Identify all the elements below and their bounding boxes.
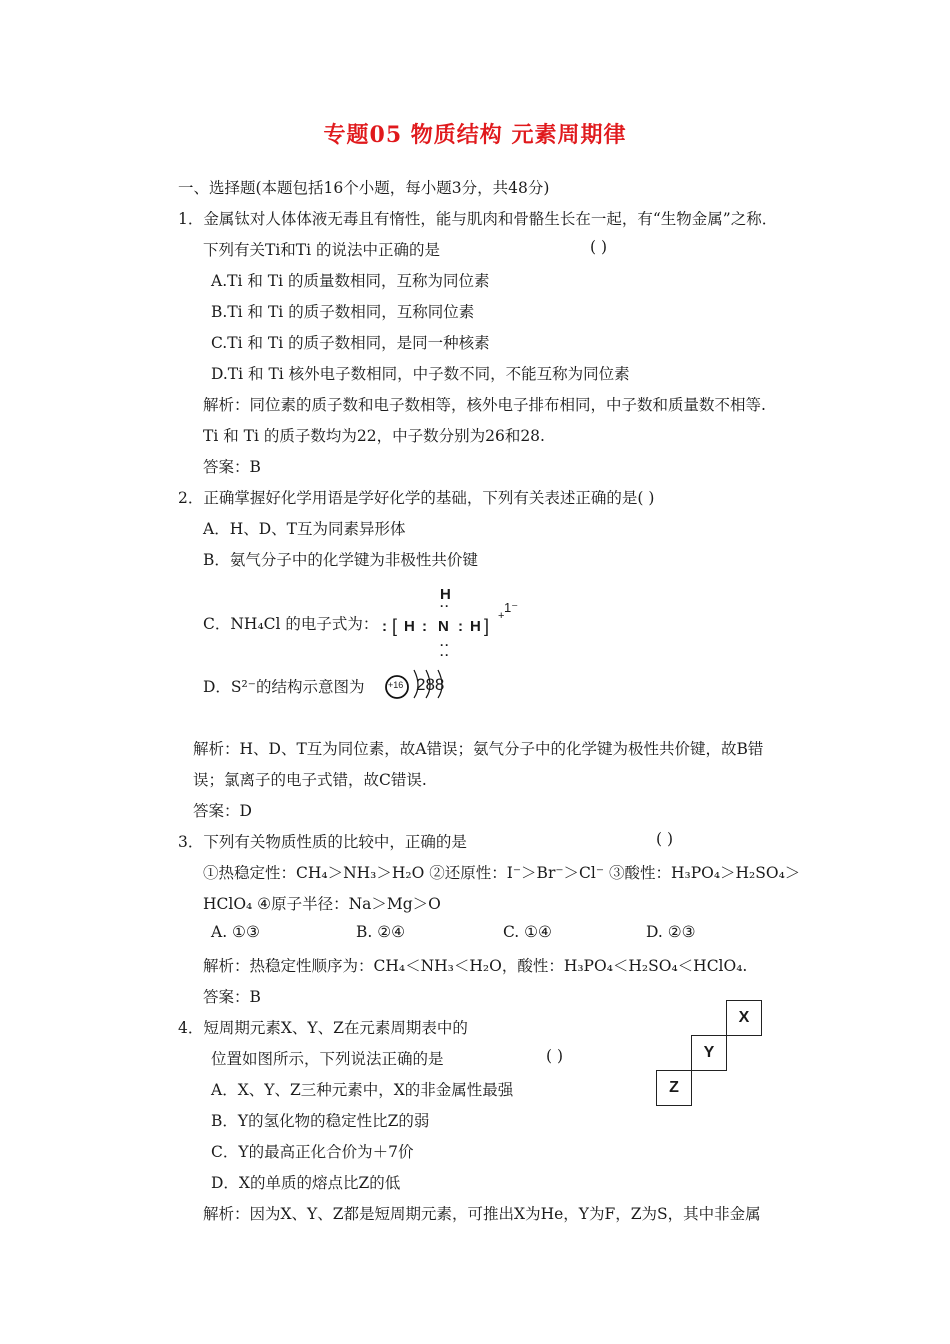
lewis-cl-dots: : [382, 618, 387, 635]
nucleus-charge: +16 [388, 680, 404, 690]
q2-analysis-line2: 误；氯离子的电子式错，故C错误. [193, 771, 427, 789]
q2-stem: 2．正确掌握好化学用语是学好化学的基础，下列有关表述正确的是( ) [178, 489, 655, 507]
q1-option-b: B.Ti 和 Ti 的质子数相同，互称同位素 [211, 303, 475, 321]
q3-answer: 答案：B [203, 988, 261, 1006]
lewis-h-right: H [470, 618, 481, 635]
electron-shells: 288 [416, 675, 445, 694]
lewis-dots-top: ·· [440, 599, 450, 613]
q1-analysis-line2: Ti 和 Ti 的质子数均为22，中子数分别为26和28. [203, 427, 545, 445]
lewis-bracket-right: ] [484, 616, 490, 636]
q3-statement-line2: HClO₄ ④原子半径：Na＞Mg＞O [203, 895, 441, 913]
q2-option-d: D．S²⁻的结构示意图为 [203, 678, 365, 696]
q1-answer: 答案：B [203, 458, 261, 476]
q4-option-c: C．Y的最高正化合价为＋7价 [211, 1143, 414, 1161]
lewis-h-top: H [440, 586, 451, 603]
page-title: 专题05 物质结构 元素周期律 [323, 122, 627, 148]
lewis-n: N [438, 618, 449, 635]
q2-answer: 答案：D [193, 802, 252, 820]
q1-analysis-line1: 解析：同位素的质子数和电子数相等，核外电子排布相同，中子数和质量数不相等. [203, 396, 766, 414]
s2-structure-diagram [384, 664, 464, 704]
q3-statement-line1: ①热稳定性：CH₄＞NH₃＞H₂O ②还原性：I⁻＞Br⁻＞Cl⁻ ③酸性：H₃PO₄＞H₂SO₄＞ [203, 864, 801, 882]
lewis-h-left: H [404, 618, 415, 635]
q3-analysis: 解析：热稳定性顺序为：CH₄＜NH₃＜H₂O，酸性：H₃PO₄＜H₂SO₄＜HClO₄. [203, 957, 748, 975]
q2-option-b: B．氨气分子中的化学键为非极性共价键 [203, 551, 478, 569]
q4-stem-line2: 位置如图所示，下列说法正确的是 [211, 1050, 444, 1068]
q4-option-a: A．X、Y、Z三种元素中，X的非金属性最强 [211, 1081, 514, 1099]
lewis-bracket-left: [ [392, 616, 398, 636]
q1-answer-blank: ( ) [590, 238, 608, 256]
lewis-dots-bottom: ·· [440, 638, 450, 652]
lewis-dots-bottom-2: ·· [440, 648, 450, 662]
q3-option-b: B. ②④ [356, 923, 406, 941]
q1-option-c: C.Ti 和 Ti 的质子数相同，是同一种核素 [211, 334, 490, 352]
q3-option-d: D. ②③ [646, 923, 696, 941]
nh4cl-electron-formula [382, 586, 532, 670]
q4-option-d: D．X的单质的熔点比Z的低 [211, 1174, 401, 1192]
q4-option-b: B．Y的氢化物的稳定性比Z的弱 [211, 1112, 430, 1130]
q2-option-c: C．NH₄Cl 的电子式为： [203, 615, 379, 633]
q2-analysis-line1: 解析：H、D、T互为同位素，故A错误；氨气分子中的化学键为极性共价键，故B错 [193, 740, 764, 758]
q4-analysis: 解析：因为X、Y、Z都是短周期元素，可推出X为He，Y为F，Z为S，其中非金属 [203, 1205, 761, 1223]
periodic-cell-z: Z [656, 1070, 692, 1106]
q1-stem-line1: 1．金属钛对人体体液无毒且有惰性，能与肌肉和骨骼生长在一起，有“生物金属”之称． [178, 210, 778, 228]
q4-answer-blank: ( ) [546, 1047, 564, 1065]
q1-option-a: A.Ti 和 Ti 的质量数相同，互称为同位素 [211, 272, 490, 290]
q3-option-a: A. ①③ [211, 923, 260, 941]
q1-stem-line2: 下列有关Ti和Ti 的说法中正确的是 [203, 241, 441, 259]
periodic-cell-x: X [726, 1000, 762, 1036]
lewis-colon-right: : [458, 618, 463, 635]
q4-stem-line1: 4．短周期元素X、Y、Z在元素周期表中的 [178, 1019, 468, 1037]
q1-option-d: D.Ti 和 Ti 核外电子数相同，中子数不同，不能互称为同位素 [211, 365, 630, 383]
lewis-colon-left: : [422, 618, 427, 635]
lewis-plus: + [498, 610, 505, 622]
q2-option-a: A．H、D、T互为同素异形体 [203, 520, 406, 538]
q3-option-c: C. ①④ [503, 923, 552, 941]
q3-answer-blank: ( ) [656, 830, 674, 848]
lewis-charge: 1⁻ [504, 600, 519, 615]
periodic-cell-y: Y [691, 1035, 727, 1071]
q3-stem: 3．下列有关物质性质的比较中，正确的是 [178, 833, 467, 851]
section-heading: 一、选择题(本题包括16个小题，每小题3分，共48分) [178, 179, 550, 197]
